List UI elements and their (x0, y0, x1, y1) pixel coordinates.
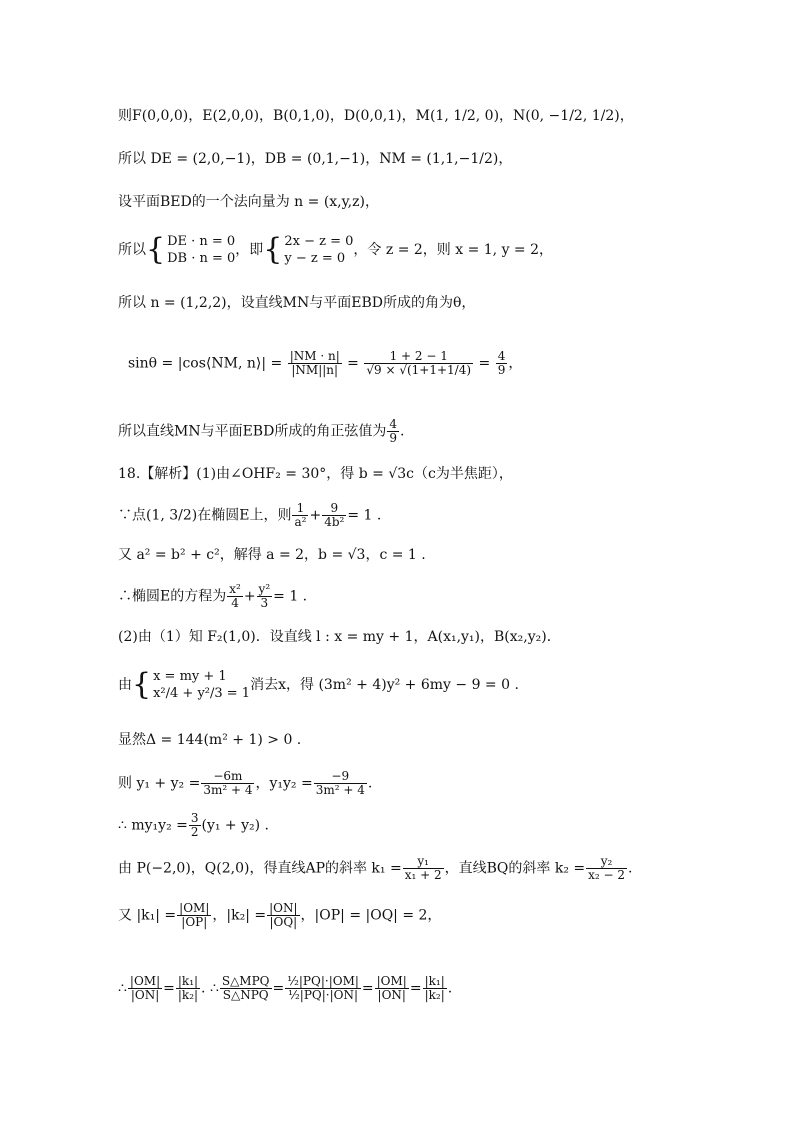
ellipse-frac-1 (227, 583, 243, 610)
sine-answer-frac (387, 418, 399, 445)
relation-post: (y₁ + y₂) . (201, 817, 269, 834)
relation-prefix: ∴ my₁y₂ = (118, 817, 188, 834)
sine-post: ， (508, 355, 523, 372)
system-1-eq-a: DE · n = 0 (167, 234, 236, 249)
sine-frac-1 (288, 350, 342, 377)
ratio-frac-3-den: S△NPQ (222, 988, 269, 1002)
ellipse-post: = 1 . (273, 588, 308, 605)
ratio-frac-5-num: |OM| (376, 974, 407, 988)
ratio-post: . (447, 980, 453, 997)
system-2-eq-a: 2x − z = 0 (284, 234, 354, 249)
solve-abc-line: 又 a² = b² + c²，解得 a = 2，b = √3，c = 1 . (118, 547, 426, 563)
slope-k2-num: y₂ (586, 855, 627, 869)
slope-k1-num: y₁ (403, 855, 444, 869)
sine-answer-num: 4 (389, 417, 397, 431)
slope-k1-den: x₁ + 2 (404, 868, 442, 882)
ratio-frac-4-num: ½|PQ|·|OM| (287, 974, 359, 988)
relation-den: 2 (190, 825, 199, 839)
ellipse-equation-line (118, 583, 307, 610)
point-frac-2-den: 4b² (324, 515, 345, 529)
system-mid: ，即 (235, 242, 264, 258)
sine-answer-line (118, 418, 404, 445)
vieta-frac-2-den: 3m² + 4 (315, 783, 365, 797)
discriminant-line: 显然Δ = 144(m² + 1) > 0 . (118, 732, 302, 748)
vieta-line (118, 770, 372, 797)
point-plus: + (309, 507, 322, 524)
normal-result-line: 所以 n = (1,2,2)，设直线MN与平面EBD所成的角为θ， (118, 295, 476, 311)
ratio-frac-1-den: |ON| (130, 988, 160, 1002)
vieta-prefix: 则 y₁ + y₂ = (118, 775, 201, 792)
relation-num: 3 (190, 811, 199, 825)
system-2 (284, 233, 353, 267)
vieta-frac-2-num: −9 (314, 770, 367, 784)
point-prefix: ∵点(1, 3/2)在椭圆E上，则 (118, 507, 292, 524)
abs-prefix: 又 |k₁| = (118, 907, 177, 924)
point-frac-1 (292, 502, 308, 529)
vieta-mid: ，y₁y₂ = (255, 775, 313, 792)
system-1 (167, 233, 235, 267)
abs-frac-2-num: |ON| (269, 901, 298, 915)
part-2-setup-line: (2)由（1）知 F₂(1,0)．设直线 l : x = my + 1，A(x₁,y₁)，B(x₂,y₂)． (118, 629, 561, 645)
abs-frac-1 (177, 902, 211, 929)
vieta-frac-1-num: −6m (201, 770, 254, 784)
ratio-eq-4: = (409, 980, 422, 997)
ratio-frac-2-den: |k₂| (177, 988, 199, 1002)
point-frac-1-num: 1 (292, 502, 308, 516)
ratio-frac-5 (375, 975, 409, 1002)
sine-frac-2-num: 1 + 2 − 1 (364, 350, 473, 364)
abs-frac-2-den: |OQ| (269, 915, 298, 929)
ellipse-frac-2-den: 3 (260, 596, 269, 610)
elimination-eq-b: x²/4 + y²/3 = 1 (153, 686, 251, 701)
vieta-frac-1 (201, 770, 254, 797)
system-post: ，令 z = 2，则 x = 1, y = 2， (353, 242, 554, 258)
elimination-prefix: 由 (118, 677, 132, 693)
abs-frac-1-num: |OM| (179, 901, 210, 915)
ratio-frac-6-den: |k₂| (424, 988, 445, 1002)
ratio-eq-3: = (361, 980, 374, 997)
ellipse-plus: + (243, 588, 256, 605)
abs-mid: ，|k₂| = (212, 907, 267, 924)
elimination-system (153, 668, 250, 702)
system-2-eq-b: y − z = 0 (284, 251, 346, 266)
ratio-eq-1: = (163, 980, 175, 997)
elimination-line: 由{ x = my + 1 x²/4 + y²/3 = 1 消去x，得 (3m² + 4)y² + 6my − 9 = 0 . (118, 667, 519, 702)
abs-post: ，|OP| = |OQ| = 2， (300, 907, 442, 924)
ratio-frac-3-num: S△MPQ (221, 974, 270, 988)
ratio-frac-3 (220, 975, 272, 1002)
coordinates-line: 则F(0,0,0)，E(2,0,0)，B(0,1,0)，D(0,0,1)，M(1, 1/2, 0)，N(0, −1/2, 1/2)， (118, 108, 634, 124)
slope-k1-frac (403, 855, 444, 882)
ratio-frac-4 (285, 975, 361, 1002)
sine-frac-2 (364, 350, 473, 377)
elimination-eq-a: x = my + 1 (153, 669, 227, 684)
ratio-frac-6 (423, 975, 447, 1002)
ratio-eq-2: = (272, 980, 285, 997)
sine-frac-3-num: 4 (497, 349, 506, 363)
ratio-frac-6-num: |k₁| (424, 974, 445, 988)
vectors-line: 所以 DE = (2,0,−1)，DB = (0,1,−1)，NM = (1,1,−1/2)， (118, 151, 513, 167)
system-1-eq-b: DB · n = 0 (167, 251, 236, 266)
ellipse-prefix: ∴椭圆E的方程为 (118, 588, 227, 605)
ellipse-frac-1-num: x² (229, 582, 241, 596)
slope-k2-den: x₂ − 2 (588, 868, 626, 882)
abs-frac-2 (267, 902, 299, 929)
system-line: 所以{ DE · n = 0 DB · n = 0 ，即{ 2x − z = 0 y − z = 0 ，令 z = 2，则 x = 1, y = 2， (118, 232, 554, 267)
sine-frac-3 (496, 350, 508, 377)
vieta-post: . (367, 775, 373, 792)
ratio-frac-1 (128, 975, 162, 1002)
ratio-frac-2 (176, 975, 200, 1002)
ratio-mid: . ∴ (201, 980, 219, 997)
ratio-frac-4-den: ½|PQ|·|ON| (288, 988, 359, 1002)
ratio-frac-2-num: |k₁| (177, 974, 199, 988)
sine-answer-post: . (399, 423, 405, 440)
point-frac-2 (322, 502, 346, 529)
ratio-frac-5-den: |ON| (377, 988, 406, 1002)
sine-formula-line: sinθ = |cos⟨NM, n⟩| = $\frac{|NM \cdot n|}{|NM||n|}$ = $\frac{1 + 2 - 1}{√9 \times √(1+1+1/4)}$ = $\frac{4}{9}$ ， (128, 349, 523, 377)
relation-frac (189, 812, 201, 839)
slopes-prefix: 由 P(−2,0)，Q(2,0)，得直线AP的斜率 k₁ = (118, 860, 402, 877)
ellipse-frac-2-num: y² (258, 582, 271, 596)
sine-prefix: sinθ = |cos⟨NM, n⟩| = (128, 355, 283, 372)
sine-frac-2-den: √9 × √(1+1+1/4) (366, 363, 472, 377)
abs-slopes-line (118, 902, 441, 929)
slopes-line (118, 855, 632, 882)
ratio-prefix: ∴ (118, 980, 127, 997)
vieta-frac-2 (314, 770, 367, 797)
problem-18-header: 18.【解析】(1)由∠OHF₂ = 30°，得 b = √3c（c为半焦距）， (118, 466, 513, 482)
ellipse-frac-2 (257, 583, 273, 610)
sine-answer-prefix: 所以直线MN与平面EBD所成的角正弦值为 (118, 423, 387, 440)
sine-answer-den: 9 (389, 431, 397, 445)
sine-frac-1-den: |NM||n| (291, 363, 339, 377)
slope-k2-frac (586, 855, 627, 882)
sine-frac-3-den: 9 (497, 363, 506, 377)
sine-frac-1-num: |NM · n| (289, 349, 340, 363)
point-frac-1-den: a² (294, 515, 307, 529)
point-frac-2-num: 9 (322, 502, 346, 516)
ellipse-frac-1-den: 4 (231, 596, 239, 610)
slopes-mid: ，直线BQ的斜率 k₂ = (444, 860, 586, 877)
abs-frac-1-den: |OP| (181, 915, 208, 929)
normal-vector-line: 设平面BED的一个法向量为 n = (x,y,z)， (118, 194, 379, 210)
system-prefix: 所以 (118, 242, 146, 258)
point-post: = 1 . (347, 507, 382, 524)
point-on-ellipse-line (118, 502, 381, 529)
area-ratio-line (118, 975, 452, 1002)
ratio-frac-1-num: |OM| (129, 974, 161, 988)
relation-line (118, 812, 269, 839)
elimination-post: 消去x，得 (3m² + 4)y² + 6my − 9 = 0 . (250, 677, 519, 693)
slopes-post: . (628, 860, 633, 877)
vieta-frac-1-den: 3m² + 4 (203, 783, 253, 797)
